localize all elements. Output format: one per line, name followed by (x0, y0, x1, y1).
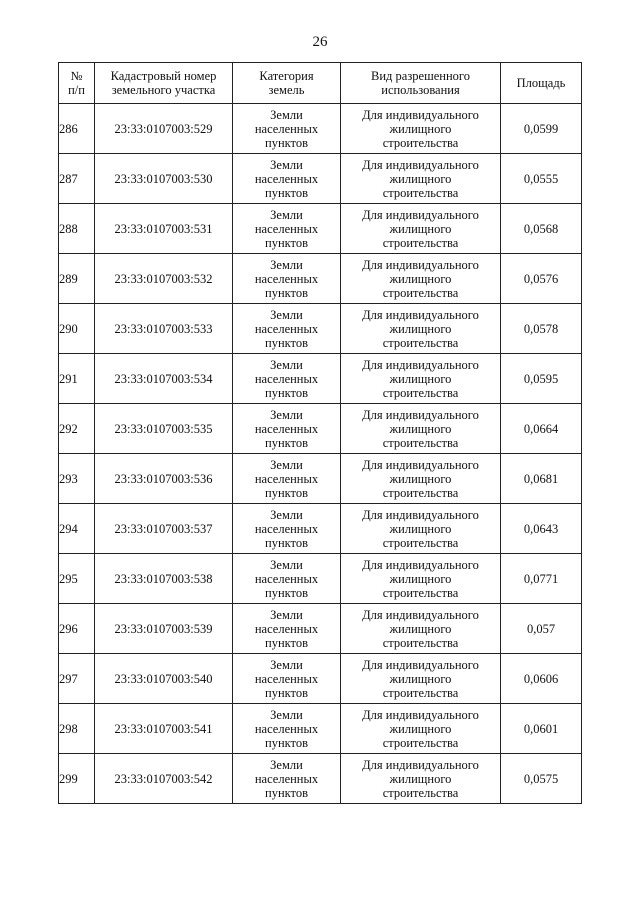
table-body (59, 104, 582, 804)
land-category-line: пунктов (265, 135, 308, 150)
land-category-line: Земли (270, 207, 303, 222)
row-number: 290 (59, 304, 95, 354)
permitted-use (341, 404, 501, 454)
plot-area: 0,057 (501, 604, 582, 654)
land-category-line: пунктов (265, 285, 308, 300)
table-row (59, 354, 582, 404)
row-number: 288 (59, 204, 95, 254)
land-category-line: Земли (270, 457, 303, 472)
land-category (233, 154, 341, 204)
land-category-line: Земли (270, 607, 303, 622)
land-category-line: пунктов (265, 385, 308, 400)
cadastral-number: 23:33:0107003:539 (95, 604, 233, 654)
permitted-use-line: Для индивидуального (362, 457, 479, 472)
cadastral-number: 23:33:0107003:533 (95, 304, 233, 354)
header-category-line: земель (268, 83, 305, 97)
table-header (59, 63, 582, 104)
row-number: 296 (59, 604, 95, 654)
row-number: 292 (59, 404, 95, 454)
table-row (59, 554, 582, 604)
permitted-use-line: Для индивидуального (362, 257, 479, 272)
row-number: 295 (59, 554, 95, 604)
cadastral-number: 23:33:0107003:532 (95, 254, 233, 304)
permitted-use-line: строительства (382, 535, 459, 550)
header-use-line: Вид разрешенного (371, 69, 470, 83)
permitted-use-line: строительства (382, 385, 459, 400)
land-category-line: Земли (270, 357, 303, 372)
cadastral-number: 23:33:0107003:537 (95, 504, 233, 554)
row-number: 299 (59, 754, 95, 804)
header-use-line: использования (381, 83, 460, 97)
land-category-line: населенных (254, 321, 319, 336)
header-row (59, 63, 582, 104)
permitted-use-line: Для индивидуального (362, 557, 479, 572)
permitted-use-line: строительства (382, 585, 459, 600)
table-row (59, 704, 582, 754)
permitted-use (341, 204, 501, 254)
permitted-use-line: жилищного (389, 271, 452, 286)
cadastral-number: 23:33:0107003:536 (95, 454, 233, 504)
plot-area: 0,0599 (501, 104, 582, 154)
land-category (233, 254, 341, 304)
permitted-use (341, 554, 501, 604)
plot-area: 0,0576 (501, 254, 582, 304)
cadastral-number: 23:33:0107003:534 (95, 354, 233, 404)
table-row (59, 654, 582, 704)
land-category-line: Земли (270, 107, 303, 122)
table-row (59, 754, 582, 804)
row-number: 297 (59, 654, 95, 704)
plot-area: 0,0606 (501, 654, 582, 704)
permitted-use-line: жилищного (389, 571, 452, 586)
permitted-use-line: строительства (382, 135, 459, 150)
permitted-use-line: Для индивидуального (362, 657, 479, 672)
plot-area: 0,0568 (501, 204, 582, 254)
permitted-use-line: жилищного (389, 171, 452, 186)
permitted-use-line: строительства (382, 185, 459, 200)
plot-area: 0,0664 (501, 404, 582, 454)
permitted-use-line: Для индивидуального (362, 107, 479, 122)
permitted-use-line: строительства (382, 685, 459, 700)
page-number: 26 (312, 34, 328, 50)
land-category-line: Земли (270, 707, 303, 722)
header-area: Площадь (501, 63, 582, 104)
land-category-line: Земли (270, 407, 303, 422)
row-number: 289 (59, 254, 95, 304)
cadastral-number: 23:33:0107003:529 (95, 104, 233, 154)
row-number: 293 (59, 454, 95, 504)
cadastral-number: 23:33:0107003:538 (95, 554, 233, 604)
permitted-use (341, 154, 501, 204)
header-cadastral (95, 63, 233, 104)
land-category-line: Земли (270, 757, 303, 772)
permitted-use-line: строительства (382, 285, 459, 300)
cadastral-number: 23:33:0107003:535 (95, 404, 233, 454)
permitted-use-line: строительства (382, 635, 459, 650)
land-category-line: пунктов (265, 735, 308, 750)
permitted-use-line: строительства (382, 235, 459, 250)
land-category-line: населенных (254, 521, 319, 536)
cadastral-number: 23:33:0107003:531 (95, 204, 233, 254)
plot-area: 0,0681 (501, 454, 582, 504)
plot-area: 0,0643 (501, 504, 582, 554)
land-category (233, 704, 341, 754)
header-num-line: п/п (68, 83, 85, 97)
permitted-use-line: Для индивидуального (362, 307, 479, 322)
land-category (233, 454, 341, 504)
land-category (233, 354, 341, 404)
plot-area: 0,0771 (501, 554, 582, 604)
permitted-use-line: Для индивидуального (362, 407, 479, 422)
permitted-use-line: жилищного (389, 321, 452, 336)
permitted-use (341, 254, 501, 304)
table-row (59, 504, 582, 554)
permitted-use (341, 604, 501, 654)
permitted-use-line: Для индивидуального (362, 207, 479, 222)
land-category-line: населенных (254, 421, 319, 436)
land-category-line: пунктов (265, 635, 308, 650)
land-category-line: Земли (270, 157, 303, 172)
land-category-line: Земли (270, 657, 303, 672)
header-use (341, 63, 501, 104)
permitted-use-line: жилищного (389, 371, 452, 386)
permitted-use (341, 304, 501, 354)
permitted-use-line: Для индивидуального (362, 157, 479, 172)
plot-area: 0,0601 (501, 704, 582, 754)
plot-area: 0,0578 (501, 304, 582, 354)
table-row (59, 404, 582, 454)
land-plot-table (58, 62, 582, 804)
land-category-line: населенных (254, 671, 319, 686)
land-category-line: пунктов (265, 335, 308, 350)
land-category-line: пунктов (265, 535, 308, 550)
land-category-line: населенных (254, 221, 319, 236)
cadastral-number: 23:33:0107003:542 (95, 754, 233, 804)
header-cadastral-line: Кадастровый номер (110, 69, 217, 83)
land-category (233, 104, 341, 154)
land-category-line: пунктов (265, 485, 308, 500)
land-category-line: населенных (254, 621, 319, 636)
table-row (59, 204, 582, 254)
permitted-use (341, 454, 501, 504)
header-category-line: Категория (259, 69, 314, 83)
permitted-use-line: Для индивидуального (362, 707, 479, 722)
table-row (59, 104, 582, 154)
land-category-line: пунктов (265, 185, 308, 200)
land-category-line: пунктов (265, 785, 308, 800)
land-category-line: Земли (270, 257, 303, 272)
permitted-use (341, 354, 501, 404)
land-category (233, 404, 341, 454)
land-category-line: Земли (270, 307, 303, 322)
row-number: 287 (59, 154, 95, 204)
row-number: 298 (59, 704, 95, 754)
table-row (59, 604, 582, 654)
table-row (59, 304, 582, 354)
land-category-line: пунктов (265, 435, 308, 450)
permitted-use-line: жилищного (389, 521, 452, 536)
land-category (233, 504, 341, 554)
table-row (59, 254, 582, 304)
land-category-line: пунктов (265, 685, 308, 700)
permitted-use-line: строительства (382, 335, 459, 350)
land-category-line: населенных (254, 271, 319, 286)
header-num (59, 63, 95, 104)
permitted-use-line: строительства (382, 785, 459, 800)
permitted-use-line: жилищного (389, 721, 452, 736)
permitted-use (341, 104, 501, 154)
cadastral-number: 23:33:0107003:540 (95, 654, 233, 704)
permitted-use-line: строительства (382, 435, 459, 450)
permitted-use (341, 504, 501, 554)
land-category (233, 304, 341, 354)
cadastral-number: 23:33:0107003:530 (95, 154, 233, 204)
row-number: 286 (59, 104, 95, 154)
plot-area: 0,0555 (501, 154, 582, 204)
land-category-line: населенных (254, 171, 319, 186)
land-category-line: населенных (254, 471, 319, 486)
permitted-use (341, 704, 501, 754)
permitted-use-line: строительства (382, 735, 459, 750)
permitted-use-line: Для индивидуального (362, 757, 479, 772)
plot-area: 0,0595 (501, 354, 582, 404)
row-number: 294 (59, 504, 95, 554)
land-category (233, 754, 341, 804)
land-category-line: Земли (270, 507, 303, 522)
land-category (233, 204, 341, 254)
cadastral-number: 23:33:0107003:541 (95, 704, 233, 754)
land-category (233, 554, 341, 604)
land-category (233, 604, 341, 654)
permitted-use-line: жилищного (389, 621, 452, 636)
header-category (233, 63, 341, 104)
permitted-use-line: жилищного (389, 771, 452, 786)
land-category-line: населенных (254, 771, 319, 786)
permitted-use-line: жилищного (389, 421, 452, 436)
land-category-line: пунктов (265, 585, 308, 600)
land-category-line: населенных (254, 371, 319, 386)
permitted-use-line: Для индивидуального (362, 507, 479, 522)
land-category-line: Земли (270, 557, 303, 572)
land-category (233, 654, 341, 704)
plot-area: 0,0575 (501, 754, 582, 804)
permitted-use-line: жилищного (389, 471, 452, 486)
land-category-line: населенных (254, 721, 319, 736)
permitted-use (341, 654, 501, 704)
row-number: 291 (59, 354, 95, 404)
permitted-use-line: жилищного (389, 221, 452, 236)
land-category-line: пунктов (265, 235, 308, 250)
land-category-line: населенных (254, 571, 319, 586)
table-row (59, 154, 582, 204)
table-row (59, 454, 582, 504)
permitted-use-line: строительства (382, 485, 459, 500)
permitted-use (341, 754, 501, 804)
permitted-use-line: жилищного (389, 671, 452, 686)
header-cadastral-line: земельного участка (111, 83, 216, 97)
permitted-use-line: жилищного (389, 121, 452, 136)
permitted-use-line: Для индивидуального (362, 607, 479, 622)
permitted-use-line: Для индивидуального (362, 357, 479, 372)
header-num-line: № (70, 69, 83, 83)
land-category-line: населенных (254, 121, 319, 136)
